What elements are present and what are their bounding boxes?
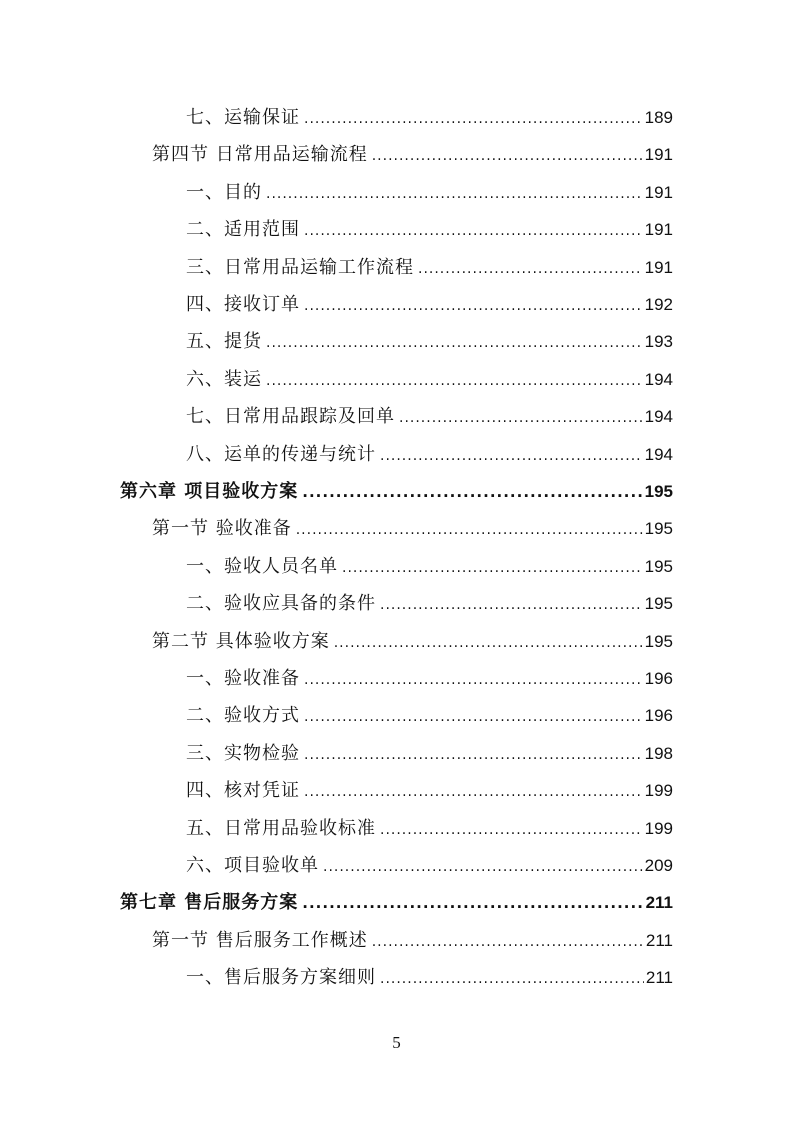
toc-entry-page: 193 [644, 332, 673, 352]
toc-entry-label: 四、核对凭证 [186, 780, 300, 802]
toc-entry-page: 211 [645, 893, 673, 913]
toc-item-entry[interactable] [186, 664, 673, 694]
toc-dot-leader [334, 627, 643, 657]
toc-dot-leader [266, 365, 643, 395]
toc-entry-label: 第六章 项目验收方案 [120, 481, 299, 502]
toc-entry-label: 六、装运 [186, 368, 262, 390]
toc-dot-leader [380, 814, 643, 844]
toc-entry-page: 196 [644, 706, 673, 726]
toc-item-entry[interactable] [186, 365, 673, 395]
toc-item-entry[interactable] [186, 739, 673, 769]
toc-item-entry[interactable] [186, 178, 673, 208]
toc-entry-label: 二、适用范围 [186, 219, 300, 241]
toc-entry-page: 191 [644, 220, 673, 240]
toc-entry-label: 第一节 验收准备 [152, 518, 292, 540]
toc-section-entry[interactable] [152, 926, 673, 956]
toc-dot-leader [304, 215, 643, 245]
toc-item-entry[interactable] [186, 701, 673, 731]
toc-entry-label: 一、售后服务方案细则 [186, 967, 376, 989]
toc-entry-label: 三、日常用品运输工作流程 [186, 256, 414, 278]
toc-dot-leader [302, 477, 642, 507]
toc-entry-label: 第二节 具体验收方案 [152, 630, 330, 652]
toc-section-entry[interactable] [152, 140, 673, 170]
toc-entry-page: 195 [644, 556, 673, 576]
toc-chapter-entry[interactable] [120, 477, 673, 507]
toc-item-entry[interactable] [186, 552, 673, 582]
toc-entry-label: 五、提货 [186, 331, 262, 353]
toc-entry-label: 三、实物检验 [186, 742, 300, 764]
toc-dot-leader [380, 589, 643, 619]
toc-dot-leader [380, 963, 644, 993]
toc-entry-page: 195 [644, 519, 673, 539]
toc-entry-page: 211 [645, 968, 673, 988]
toc-dot-leader [302, 888, 643, 918]
toc-entry-label: 一、目的 [186, 181, 262, 203]
toc-item-entry[interactable] [186, 814, 673, 844]
toc-dot-leader [304, 103, 643, 133]
toc-dot-leader [380, 440, 643, 470]
toc-entry-page: 196 [644, 669, 673, 688]
toc-item-entry[interactable] [186, 402, 673, 432]
toc-dot-leader [304, 290, 643, 320]
toc-entry-page: 199 [644, 781, 673, 801]
toc-entry-label: 二、验收应具备的条件 [186, 593, 376, 615]
toc-entry-label: 二、验收方式 [186, 705, 300, 727]
toc-entry-label: 七、运输保证 [186, 107, 300, 128]
toc-entry-page: 199 [644, 818, 673, 838]
toc-entry-label: 第七章 售后服务方案 [120, 892, 299, 914]
toc-entry-page: 191 [644, 145, 673, 165]
toc-entry-label: 第一节 售后服务工作概述 [152, 929, 368, 951]
toc-item-entry[interactable] [186, 253, 673, 283]
toc-entry-page: 209 [644, 856, 673, 875]
toc-entry-page: 211 [645, 930, 673, 950]
toc-chapter-entry[interactable] [120, 888, 673, 918]
toc-item-entry[interactable] [186, 851, 673, 881]
toc-dot-leader [296, 514, 643, 544]
toc-entry-page: 194 [644, 407, 673, 427]
toc-dot-leader [323, 851, 643, 881]
toc-entry-label: 七、日常用品跟踪及回单 [186, 406, 395, 428]
toc-item-entry[interactable] [186, 215, 673, 245]
toc-entry-label: 一、验收人员名单 [186, 555, 338, 577]
toc-entry-page: 194 [644, 444, 673, 464]
toc-dot-leader [304, 701, 643, 731]
toc-dot-leader [266, 327, 643, 357]
toc-dot-leader [304, 776, 643, 806]
toc-item-entry[interactable] [186, 327, 673, 357]
toc-entry-page: 189 [644, 108, 673, 127]
toc-entry-page: 195 [644, 482, 673, 501]
toc-dot-leader [342, 552, 643, 582]
toc-item-entry[interactable] [186, 589, 673, 619]
toc-dot-leader [418, 253, 643, 283]
toc-dot-leader [304, 664, 643, 694]
toc-entry-label: 四、接收订单 [186, 294, 300, 315]
toc-entry-label: 第四节 日常用品运输流程 [152, 144, 368, 166]
toc-dot-leader [372, 140, 643, 170]
toc-item-entry[interactable] [186, 103, 673, 133]
toc-entry-label: 八、运单的传递与统计 [186, 443, 376, 465]
toc-item-entry[interactable] [186, 963, 673, 993]
toc-item-entry[interactable] [186, 440, 673, 470]
toc-entry-page: 195 [644, 594, 673, 614]
page-number: 5 [392, 1033, 401, 1052]
toc-dot-leader [266, 178, 643, 208]
toc-section-entry[interactable] [152, 627, 673, 657]
toc-dot-leader [304, 739, 643, 769]
toc-entry-label: 六、项目验收单 [186, 855, 319, 876]
toc-entry-page: 198 [644, 743, 673, 763]
toc-entry-page: 194 [644, 369, 673, 389]
toc-item-entry[interactable] [186, 776, 673, 806]
toc-entry-page: 195 [644, 631, 673, 651]
toc-entry-page: 191 [644, 257, 673, 277]
toc-entry-label: 五、日常用品验收标准 [186, 817, 376, 839]
toc-item-entry[interactable] [186, 290, 673, 320]
toc-dot-leader [399, 402, 643, 432]
toc-entry-label: 一、验收准备 [186, 668, 300, 689]
toc-entry-page: 192 [644, 295, 673, 314]
toc-entry-page: 191 [644, 182, 673, 202]
toc-section-entry[interactable] [152, 514, 673, 544]
toc-dot-leader [372, 926, 644, 956]
